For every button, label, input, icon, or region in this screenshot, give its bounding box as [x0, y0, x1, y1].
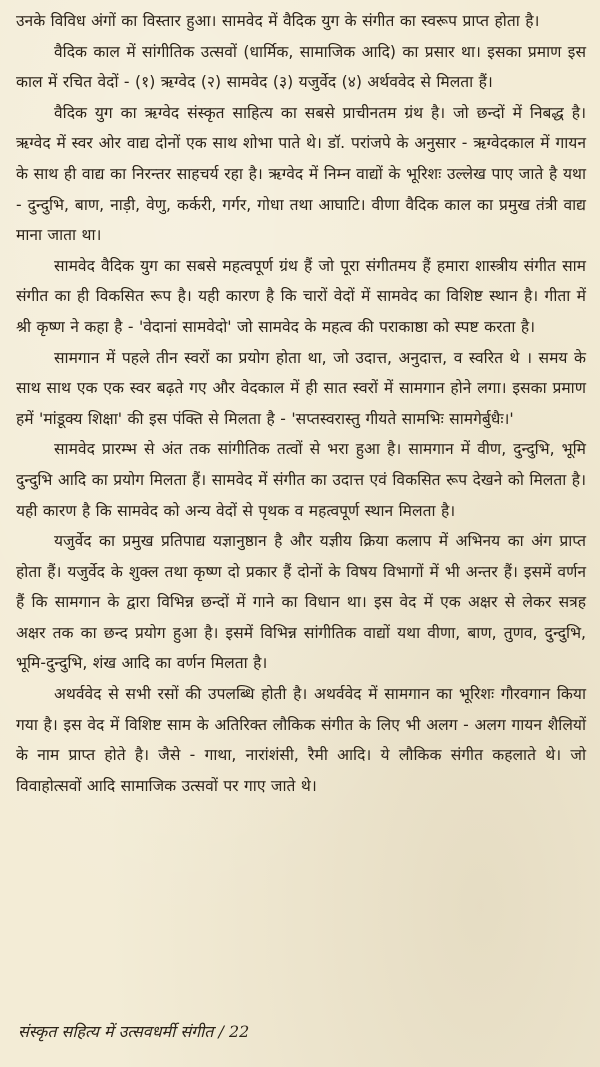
paragraph-7: यजुर्वेद का प्रमुख प्रतिपाद्य यज्ञानुष्ठान है और यज्ञीय क्रिया कलाप में अभिनय का अंग प्राप्त होता हैं। यजुर्वेद के शुक्ल तथा कृष्ण दो प्रकार हैं दोनों के विषय विभागों में भी अन्तर हैं। इसमें वर्णन हैं कि सामगान के द्वारा विभिन्न छन्दों में गाने का विधान था। इस वेद में एक अक्षर से लेकर सत्रह अक्षर तक का छन्द प्रयोग हुआ है। इसमें विभिन्न सांगीतिक वाद्यों यथा वीणा, बाण, तुणव, दुन्दुभि, भूमि-दुन्दुभि, शंख आदि का वर्णन मिलता है। [16, 532, 586, 673]
paragraph-1: उनके विविध अंगों का विस्तार हुआ। सामवेद में वैदिक युग के संगीत का स्वरूप प्राप्त होता है। [16, 12, 540, 30]
paragraph-3: वैदिक युग का ऋग्वेद संस्कृत साहित्य का सबसे प्राचीनतम ग्रंथ है। जो छन्दों में निबद्ध है। ऋग्वेद में स्वर ओर वाद्य दोनों एक साथ शोभा पाते थे। डॉ. परांजपे के अनुसार - ऋग्वेदकाल में गायन के साथ ही वाद्य का निरन्तर साहचर्य रहा है। ऋग्वेद में निम्न वाद्यों के भूरिशः उल्लेख पाए जाते है यथा - दुन्दुभि, बाण, नाड़ी, वेणु, कर्करी, गर्गर, गोधा तथा आघाटि। वीणा वैदिक काल का प्रमुख तंत्री वाद्य माना जाता था। [16, 103, 586, 245]
paragraph-2: वैदिक काल में सांगीतिक उत्सवों (धार्मिक, सामाजिक आदि) का प्रसार था। इसका प्रमाण इस काल में रचित वेदों - (१) ऋग्वेद (२) सामवेद (३) यजुर्वेद (४) अर्थववेद से मिलता हैं। [16, 42, 586, 92]
paragraph-8: अथर्ववेद से सभी रसों की उपलब्धि होती है। अथर्ववेद में सामगान का भूरिशः गौरवगान किया गया है। इस वेद में विशिष्ट साम के अतिरिक्त लौकिक संगीत के लिए भी अलग - अलग गायन शैलियों के नाम प्राप्त होते है। जैसे - गाथा, नारांशंसी, रैमी आदि। ये लौकिक संगीत कहलाते थे। जो विवाहोत्सवों आदि सामाजिक उत्सवों पर गाए जाते थे। [16, 685, 586, 795]
paragraph-6: सामवेद प्रारम्भ से अंत तक सांगीतिक तत्वों से भरा हुआ है। सामगान में वीण, दुन्दुभि, भूमि दुन्दुभि आदि का प्रयोग मिलता हैं। सामवेद में संगीत का उदात्त एवं विकसित रूप देखने को मिलता है। यही कारण है कि सामवेद को अन्य वेदों से पृथक व महत्वपूर्ण स्थान मिलता है। [16, 440, 586, 520]
page-footer-running-title: संस्कृत सहित्य में उत्सवधर्मी संगीत / 22 [18, 1022, 250, 1041]
paragraph-5: सामगान में पहले तीन स्वरों का प्रयोग होता था, जो उदात्त, अनुदात्त, व स्वरित थे । समय के साथ साथ एक एक स्वर बढ़ते गए और वेदकाल में ही सात स्वरों में सामगान होने लगा। इसका प्रमाण हमें 'मांडूक्य शिक्षा' की इस पंक्ति से मिलता है - 'सप्तस्वरास्तु गीयते सामभिः सामगेर्बुधैः।' [16, 348, 586, 428]
paragraph-4: सामवेद वैदिक युग का सबसे महत्वपूर्ण ग्रंथ हैं जो पूरा संगीतमय हैं हमारा शास्त्रीय संगीत साम संगीत का ही विकसित रूप है। यही कारण है कि चारों वेदों में सामवेद का विशिष्ट स्थान है। गीता में श्री कृष्ण ने कहा है - 'वेदानां सामवेदो' जो सामवेद के महत्व की पराकाष्ठा को स्पष्ट करता है। [16, 256, 586, 336]
